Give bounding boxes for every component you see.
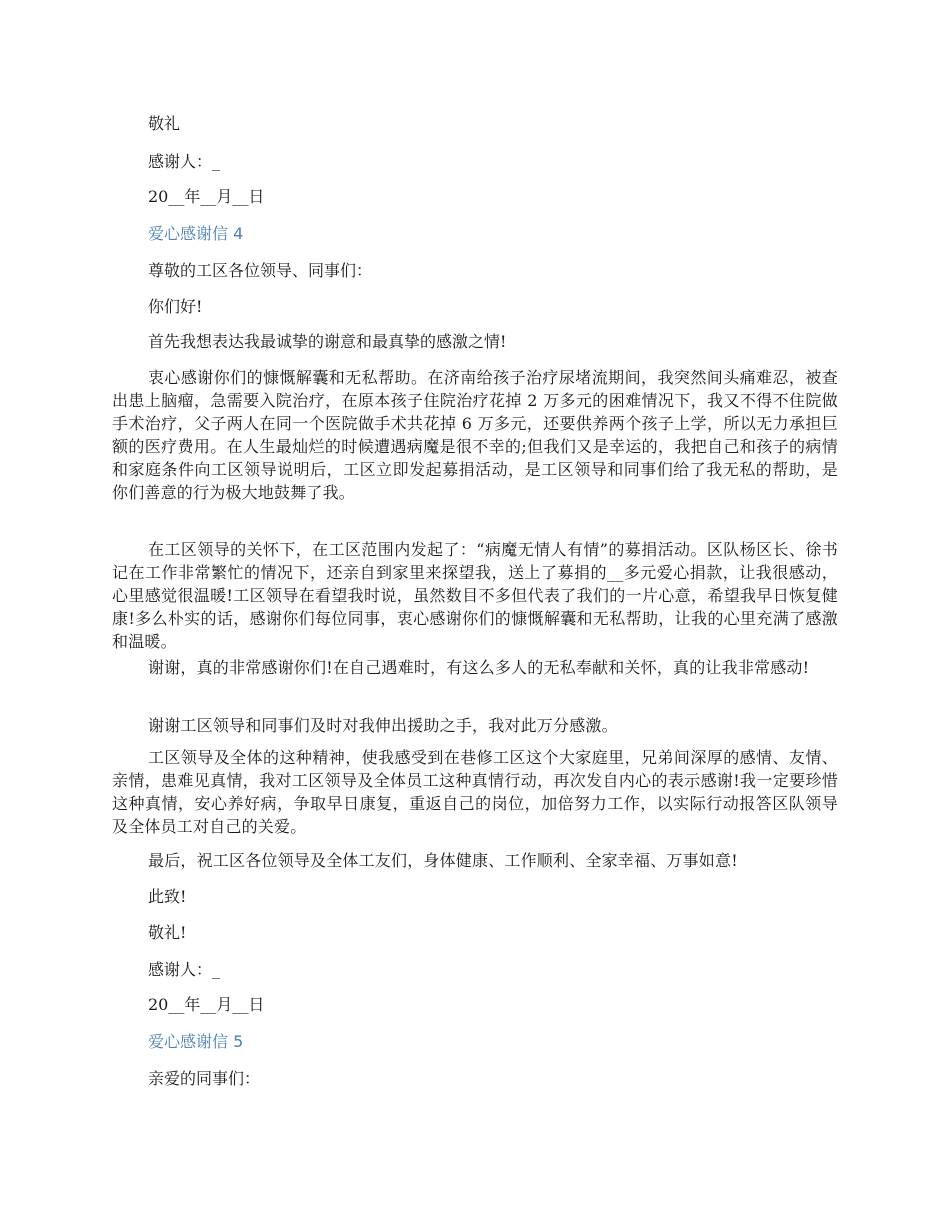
letter-salutation: 尊敬的工区各位领导、同事们： bbox=[148, 261, 373, 280]
letter-opening: 首先我想表达我最诚挚的谢意和最真挚的感激之情! bbox=[148, 332, 507, 351]
date-line: 20__年__月__日 bbox=[148, 187, 265, 206]
body-paragraph: 谢谢，真的非常感谢你们!在自己遇难时，有这么多人的无私奉献和关怀，真的让我非常感动! bbox=[148, 658, 810, 677]
closing-salute: 敬礼! bbox=[148, 923, 187, 942]
letter-greeting: 你们好! bbox=[148, 297, 203, 316]
section-heading-letter-5: 爱心感谢信 5 bbox=[148, 1032, 244, 1051]
closing-phrase: 此致! bbox=[148, 887, 187, 906]
letter-salutation: 亲爱的同事们： bbox=[148, 1069, 261, 1088]
signer-line: 感谢人：_ bbox=[148, 152, 221, 171]
body-paragraph: 最后，祝工区各位领导及全体工友们，身体健康、工作顺利、全家幸福、万事如意! bbox=[148, 851, 738, 870]
body-paragraph: 工区领导及全体的这种精神，使我感受到在巷修工区这个大家庭里，兄弟间深厚的感情、友情、亲情，患难见真情，我对工区领导及全体员工这种真情行动，再次发自内心的表示感谢!我一定要珍惜这种真情，安心养好病，争取早日康复，重返自己的岗位，加倍努力工作，以实际行动报答区队领导及全体员工对自己的关爱。 bbox=[112, 748, 838, 836]
signer-line: 感谢人：_ bbox=[148, 960, 221, 979]
body-paragraph: 在工区领导的关怀下，在工区范围内发起了：“病魔无情人有情”的募捐活动。区队杨区长、徐书记在工作非常繁忙的情况下，还亲自到家里来探望我，送上了募捐的__多元爱心捐款，让我很感动，心里感觉很温暖!工区领导在看望我时说，虽然数目不多但代表了我们的一片心意，希望我早日恢复健康!多么朴实的话，感谢你们每位同事，衷心感谢你们的慷慨解囊和无私帮助，让我的心里充满了感激和温暖。 bbox=[112, 540, 838, 651]
date-line: 20__年__月__日 bbox=[148, 995, 265, 1014]
body-paragraph: 衷心感谢你们的慷慨解囊和无私帮助。在济南给孩子治疗尿堵流期间，我突然间头痛难忍，被查出患上脑瘤，急需要入院治疗，在原本孩子住院治疗花掉 2 万多元的困难情况下，我又不得不住院做手术治疗，父子两人在同一个医院做手术共花掉 6 万多元，还要供养两个孩子上学，所以无力承担巨额的医疗费用。在人生最灿烂的时候遭遇病魔是很不幸的;但我们又是幸运的，我把自己和孩子的病情和家庭条件向工区领导说明后，工区立即发起募捐活动，是工区领导和同事们给了我无私的帮助，是你们善意的行为极大地鼓舞了我。 bbox=[112, 368, 838, 502]
closing-salute: 敬礼 bbox=[148, 114, 181, 133]
section-heading-letter-4: 爱心感谢信 4 bbox=[148, 224, 244, 243]
body-paragraph: 谢谢工区领导和同事们及时对我伸出援助之手，我对此万分感激。 bbox=[148, 716, 618, 735]
